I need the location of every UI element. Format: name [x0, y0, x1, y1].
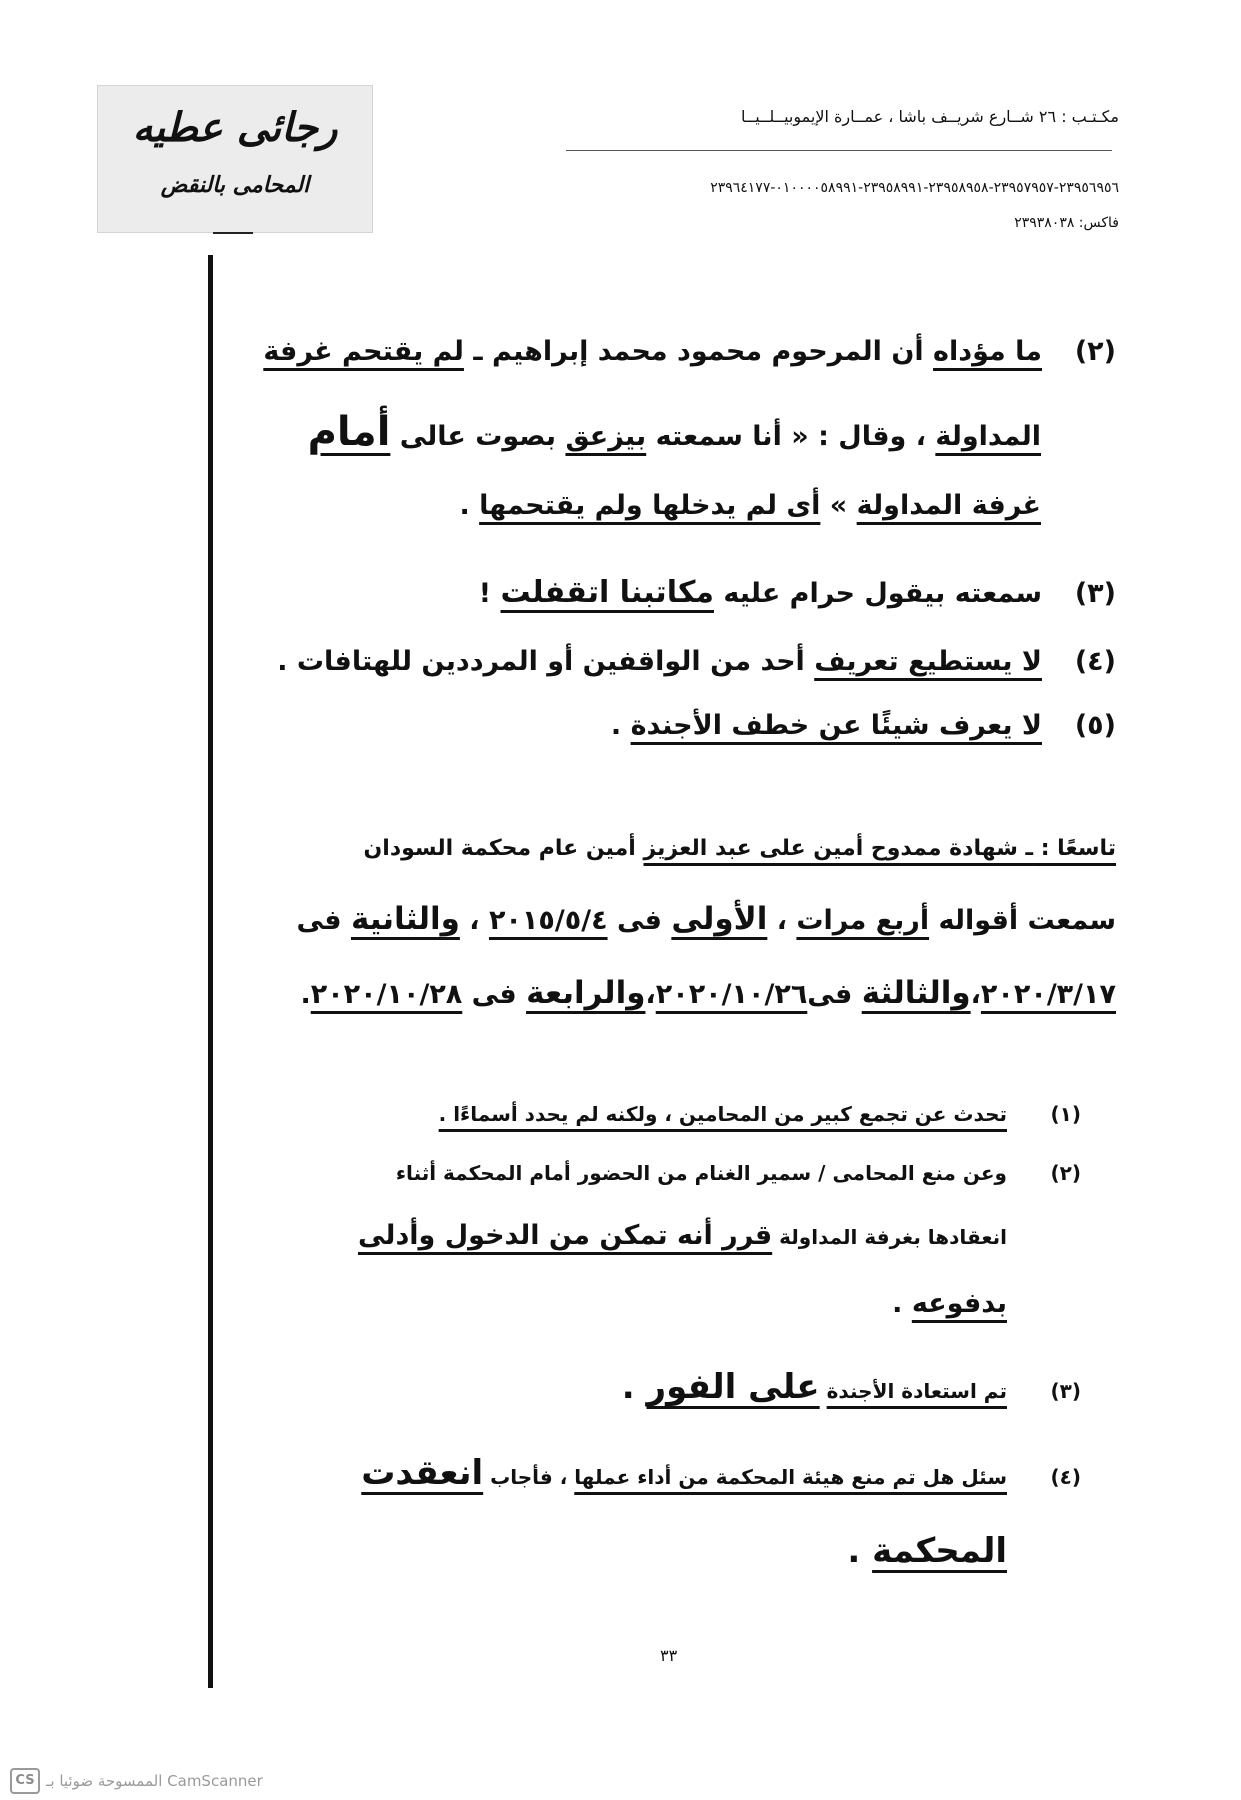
testimony-item-2-line-3: بدفوعه .: [892, 1288, 1007, 1319]
item-3: (٣)سمعته بيقول حرام عليه مكاتبنا اتقفلت !: [478, 575, 1116, 610]
fax-number: فاكس: ٢٣٩٣٨٠٣٨: [1014, 215, 1119, 231]
section-ninth-heading: تاسعًا : ـ شهادة ممدوح أمين على عبد العزيز أمين عام محكمة السودان: [363, 836, 1116, 861]
item-number: (٣): [1050, 1379, 1081, 1403]
phone-numbers: ٢٣٩٥٦٩٥٦-٢٣٩٥٧٩٥٧-٢٣٩٥٨٩٥٨-٢٣٩٥٨٩٩١-٠١٠٠٠٠٥٨٩٩١-٢٣٩٦٤١٧٧: [710, 180, 1119, 196]
section-ninth-line-2: سمعت أقواله أربع مرات ، الأولى فى ٢٠١٥/٥/٤ ، والثانية فى: [296, 901, 1116, 937]
header-divider: [566, 150, 1112, 151]
item-number: (٣): [1074, 578, 1116, 609]
item-number: (٢): [1074, 336, 1116, 367]
logo-underline: [213, 232, 253, 234]
logo-title: المحامى بالنقض: [160, 172, 310, 198]
item-number: (٤): [1074, 646, 1116, 677]
testimony-item-3: (٣)تم استعادة الأجندة على الفور .: [621, 1367, 1081, 1407]
item-number: (٤): [1050, 1465, 1081, 1489]
page-number: ٣٣: [660, 1646, 678, 1665]
testimony-item-1: (١)تحدث عن تجمع كبير من المحامين ، ولكنه لم يحدد أسماءًا .: [438, 1102, 1081, 1126]
testimony-item-2-line-2: انعقادها بغرفة المداولة قرر أنه تمكن من الدخول وأدلى: [357, 1220, 1007, 1251]
item-5: (٥)لا يعرف شيئًا عن خطف الأجندة .: [610, 710, 1116, 741]
section-ninth-line-3: ٢٠٢٠/٣/١٧،والثالثة فى٢٠٢٠/١٠/٢٦،والرابعة فى ٢٠٢٠/١٠/٢٨.: [300, 975, 1116, 1011]
testimony-item-4-line-1: (٤)سئل هل تم منع هيئة المحكمة من أداء عملها ، فأجاب انعقدت: [361, 1453, 1081, 1493]
camscanner-logo-icon: CS: [10, 1768, 40, 1794]
scanner-watermark: الممسوحة ضوئيا بـ CamScanner: [46, 1772, 263, 1790]
item-number: (٢): [1050, 1161, 1081, 1185]
office-address: مكـتـب : ٢٦ شــارع شريــف باشا ، عمــارة الإيموبيــلــيــا: [740, 107, 1119, 126]
testimony-item-2-line-1: (٢)وعن منع المحامى / سمير الغنام من الحضور أمام المحكمة أثناء: [395, 1161, 1081, 1185]
item-2-line-3: غرفة المداولة » أى لم يدخلها ولم يقتحمها .: [459, 490, 1041, 521]
margin-rule: [208, 255, 213, 1688]
logo-name: رجائى عطيه: [132, 104, 338, 151]
item-number: (٥): [1074, 710, 1116, 741]
testimony-item-4-line-2: المحكمة .: [847, 1531, 1007, 1571]
logo-stamp: [97, 85, 373, 233]
item-4: (٤)لا يستطيع تعريف أحد من الواقفين أو المرددين للهتافات .: [277, 646, 1116, 677]
item-number: (١): [1050, 1102, 1081, 1126]
item-2-line-1: (٢)ما مؤداه أن المرحوم محمود محمد إبراهيم ـ لم يقتحم غرفة: [263, 336, 1116, 367]
item-2-line-2: المداولة ، وقال : « أنا سمعته بيزعق بصوت عالى أمام: [307, 409, 1041, 455]
